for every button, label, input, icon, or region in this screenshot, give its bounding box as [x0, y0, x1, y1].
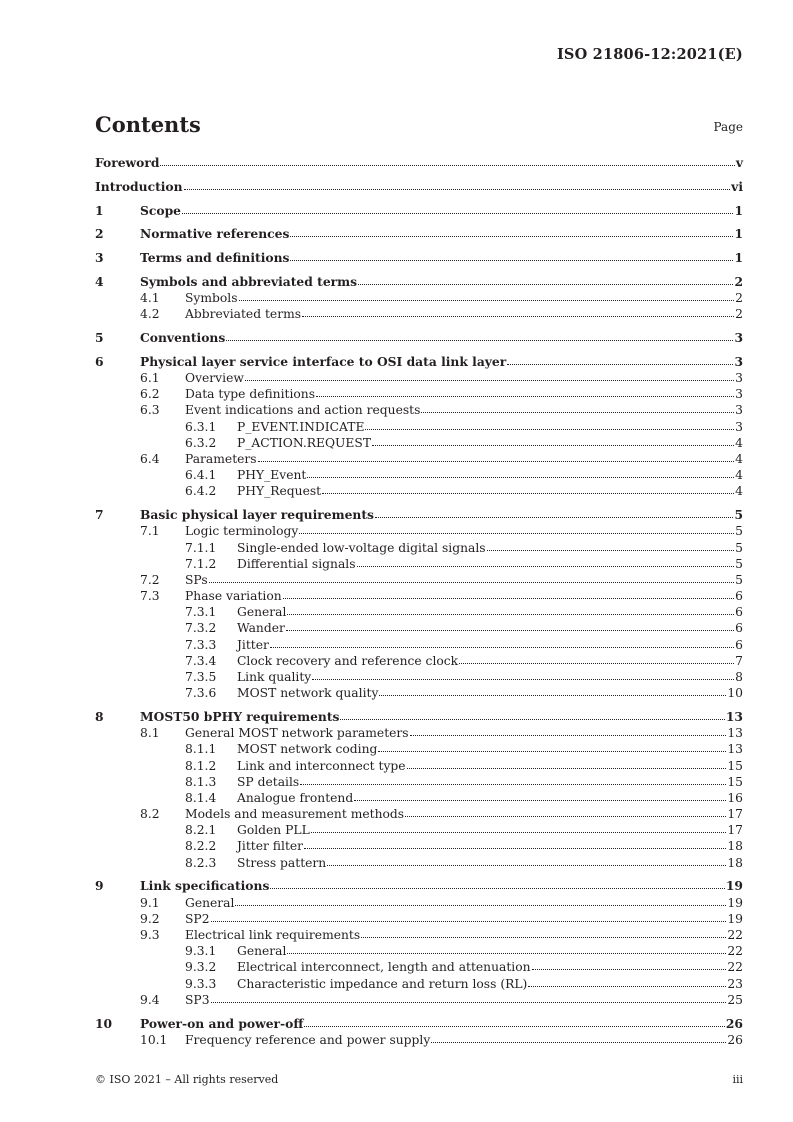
toc-entry-title: Characteristic impedance and return loss (RL) — [237, 976, 528, 991]
toc-entry-number: 7.1.2 — [185, 556, 217, 571]
toc-entry[interactable] — [95, 540, 743, 556]
toc-entry[interactable] — [95, 402, 743, 418]
toc-entry-title: Introduction — [95, 178, 183, 194]
dot-leader — [258, 451, 735, 462]
dot-leader — [299, 523, 734, 534]
dot-leader — [354, 790, 726, 801]
toc-entry-title: Jitter — [237, 637, 269, 652]
toc-entry-title: SP details — [237, 774, 300, 789]
toc-entry-title: Basic physical layer requirements — [140, 507, 374, 523]
dot-leader — [361, 927, 726, 938]
toc-entry-title: General — [237, 605, 287, 620]
toc-entry[interactable] — [95, 290, 743, 306]
toc-entry-title: P_EVENT.INDICATE — [237, 419, 365, 434]
toc-entry[interactable] — [95, 556, 743, 572]
toc-entry-page: 6 — [735, 637, 743, 652]
dot-leader — [160, 155, 734, 166]
dot-leader — [407, 758, 727, 769]
toc-entry[interactable] — [95, 976, 743, 992]
toc-entry-title: P_ACTION.REQUEST — [237, 435, 372, 450]
toc-entry-title: Data type definitions — [185, 387, 316, 402]
toc-entry-title: General — [237, 944, 287, 959]
toc-entry-page: 5 — [735, 556, 743, 571]
toc-entry-page: 19 — [725, 878, 743, 894]
toc-entry-number: 6.3.2 — [185, 435, 217, 450]
toc-entry[interactable] — [95, 604, 743, 620]
toc-entry-title: Event indications and action requests — [185, 403, 421, 418]
toc-entry-page: 3 — [735, 403, 743, 418]
toc-entry[interactable] — [95, 943, 743, 959]
toc-entry-page: 5 — [734, 507, 743, 523]
toc-entry-page: 2 — [734, 273, 743, 289]
dot-leader — [300, 774, 726, 785]
toc-entry-page: 6 — [735, 621, 743, 636]
toc-entry-title: General MOST network parameters — [185, 726, 409, 741]
toc-entry-page: 5 — [735, 540, 743, 555]
toc-entry-title: Foreword — [95, 155, 160, 170]
toc-entry-number: 9.3.1 — [185, 944, 217, 959]
toc-entry-title: Clock recovery and reference clock — [237, 653, 459, 668]
toc-entry-title: Terms and definitions — [140, 250, 290, 266]
toc-entry-title: SP2 — [185, 911, 210, 926]
dot-leader — [375, 507, 733, 518]
toc-entry[interactable] — [95, 758, 743, 774]
toc-entry-title: Jitter filter — [237, 839, 304, 854]
toc-entry-number: 3 — [95, 250, 104, 266]
toc-entry[interactable] — [95, 523, 743, 539]
toc-entry-page: 10 — [727, 686, 743, 701]
toc-entry-title: Electrical interconnect, length and attenuation — [237, 960, 531, 975]
toc-entry-title: PHY_Event — [237, 468, 307, 483]
toc-entry-title: General — [185, 895, 235, 910]
dot-leader — [290, 250, 733, 261]
toc-entry[interactable] — [95, 467, 743, 483]
toc-entry-number: 7.3 — [140, 589, 160, 604]
toc-entry-title: PHY_Request — [237, 484, 322, 499]
toc-entry-page: 1 — [734, 226, 743, 242]
toc-entry-title: Abbreviated terms — [185, 307, 302, 322]
toc-entry-number: 6.4.2 — [185, 484, 217, 499]
toc-entry[interactable] — [95, 386, 743, 402]
dot-leader — [311, 822, 727, 833]
dot-leader — [209, 572, 734, 583]
toc-entry-page: 4 — [735, 451, 743, 466]
toc-entry-number: 9.2 — [140, 911, 160, 926]
toc-entry-number: 8 — [95, 708, 104, 724]
toc-entry-page: v — [735, 155, 743, 170]
toc-entry-title: Link specifications — [140, 878, 270, 894]
toc-entry-title: Scope — [140, 202, 181, 218]
dot-leader — [235, 895, 726, 906]
toc-entry-page: 3 — [735, 371, 743, 386]
toc-entry[interactable] — [95, 637, 743, 653]
toc-entry-title: MOST network coding — [237, 742, 378, 757]
toc-entry-page: 15 — [727, 758, 743, 773]
toc-entry[interactable] — [95, 419, 743, 435]
toc-entry[interactable] — [95, 838, 743, 854]
toc-entry-title: Wander — [237, 621, 285, 636]
dot-leader — [358, 274, 733, 285]
toc-entry-page: 2 — [735, 307, 743, 322]
toc-entry-page: 17 — [727, 807, 743, 822]
toc-entry-page: 22 — [727, 928, 743, 942]
copyright-notice: © ISO 2021 – All rights reserved — [95, 1073, 279, 1086]
toc-entry-title: Single-ended low-voltage digital signals — [237, 540, 486, 555]
toc-entry-title: Analogue frontend — [237, 790, 354, 805]
toc-entry-number: 10.1 — [140, 1032, 168, 1047]
dot-leader — [211, 911, 727, 922]
footer-page-number: iii — [732, 1073, 743, 1086]
toc-entry-number: 2 — [95, 226, 104, 242]
toc-entry[interactable] — [95, 806, 743, 822]
dot-leader — [405, 806, 726, 817]
dot-leader — [270, 878, 724, 889]
toc-entry[interactable] — [95, 855, 743, 871]
toc-entry-number: 4.1 — [140, 291, 160, 306]
dot-leader — [365, 419, 734, 430]
dot-leader — [459, 653, 734, 664]
dot-leader — [410, 725, 727, 736]
toc-entry-number: 7.3.1 — [185, 605, 217, 620]
toc-entry-number: 8.2.3 — [185, 855, 217, 870]
dot-leader — [312, 669, 734, 680]
toc-entry-page: 23 — [727, 976, 743, 991]
toc-entry-title: Link quality — [237, 670, 312, 684]
toc-entry-number: 4.2 — [140, 307, 160, 322]
dot-leader — [304, 1016, 724, 1027]
toc-entry-number: 8.1.2 — [185, 758, 217, 773]
toc-entry-page: 13 — [725, 708, 743, 724]
toc-entry-number: 6.4 — [140, 451, 160, 466]
toc-entry-page: 15 — [727, 774, 743, 789]
toc-entry-title: Symbols — [185, 291, 238, 306]
toc-entry-page: 16 — [727, 790, 743, 805]
toc-entry-page: 26 — [725, 1015, 743, 1031]
toc-entry-number: 6 — [95, 353, 104, 369]
toc-entry[interactable] — [95, 1016, 743, 1032]
toc-entry[interactable] — [95, 685, 743, 701]
toc-entry-title: Symbols and abbreviated terms — [140, 273, 358, 289]
toc-entry-page: 19 — [727, 911, 743, 926]
toc-entry[interactable] — [95, 620, 743, 636]
toc-entry-page: vi — [731, 178, 743, 194]
toc-entry-title: Conventions — [140, 330, 226, 346]
toc-entry[interactable] — [95, 653, 743, 669]
dot-leader — [532, 959, 727, 970]
toc-entry[interactable] — [95, 330, 743, 346]
toc-entry-number: 8.2 — [140, 807, 160, 822]
toc-entry-page: 8 — [735, 670, 743, 684]
toc-entry[interactable] — [95, 370, 743, 386]
toc-entry[interactable] — [95, 774, 743, 790]
dot-leader — [239, 290, 735, 301]
dot-leader — [226, 330, 733, 341]
toc-entry[interactable] — [95, 725, 743, 741]
toc-entry-title: Electrical link requirements — [185, 928, 361, 942]
dot-leader — [316, 386, 734, 397]
dot-leader — [372, 435, 734, 446]
toc-entry-title: Power-on and power-off — [140, 1015, 304, 1031]
dot-leader — [431, 1032, 726, 1043]
toc-entry-page: 3 — [734, 330, 743, 346]
dot-leader — [184, 179, 731, 190]
toc-entry-number: 7.3.3 — [185, 637, 217, 652]
toc-entry-page: 19 — [727, 895, 743, 910]
toc-entry[interactable] — [95, 155, 743, 171]
toc-entry-number: 6.3 — [140, 403, 160, 418]
toc-entry-number: 8.1 — [140, 726, 160, 741]
toc-entry-title: Overview — [185, 371, 244, 386]
toc-entry-title: SP3 — [185, 992, 210, 1007]
toc-entry-number: 6.4.1 — [185, 468, 217, 483]
toc-entry-number: 4 — [95, 273, 104, 289]
toc-entry[interactable] — [95, 588, 743, 604]
toc-entry-number: 6.2 — [140, 387, 160, 402]
toc-entry-page: 3 — [735, 419, 743, 434]
toc-entry-number: 7.2 — [140, 572, 160, 587]
toc-entry[interactable] — [95, 669, 743, 685]
dot-leader — [286, 620, 734, 631]
dot-leader — [290, 226, 733, 237]
toc-entry-page: 6 — [735, 605, 743, 620]
table-of-contents — [95, 155, 743, 1048]
toc-entry[interactable] — [95, 790, 743, 806]
dot-leader — [340, 709, 724, 720]
toc-entry-page: 22 — [727, 944, 743, 959]
dot-leader — [528, 976, 726, 987]
toc-entry-number: 1 — [95, 202, 104, 218]
toc-entry-number: 7 — [95, 507, 104, 523]
dot-leader — [421, 402, 734, 413]
dot-leader — [245, 370, 734, 381]
toc-entry-number: 9.3 — [140, 928, 160, 942]
toc-entry-number: 10 — [95, 1015, 113, 1031]
toc-entry-title: MOST network quality — [237, 686, 379, 701]
toc-entry-number: 7.3.2 — [185, 621, 217, 636]
toc-entry-page: 25 — [727, 992, 743, 1007]
dot-leader — [357, 556, 735, 567]
dot-leader — [287, 943, 726, 954]
toc-entry-page: 17 — [727, 823, 743, 838]
toc-entry-number: 5 — [95, 330, 104, 346]
toc-entry[interactable] — [95, 507, 743, 523]
document-id: ISO 21806-12:2021(E) — [556, 46, 743, 63]
toc-entry-number: 9.3.3 — [185, 976, 217, 991]
toc-entry[interactable] — [95, 274, 743, 290]
toc-entry-page: 1 — [734, 202, 743, 218]
toc-entry-page: 1 — [734, 250, 743, 266]
toc-entry-page: 4 — [735, 468, 743, 483]
page-column-label: Page — [713, 120, 743, 134]
dot-leader — [182, 203, 733, 214]
dot-leader — [379, 685, 726, 696]
toc-entry-title: Phase variation — [185, 589, 282, 604]
toc-entry[interactable] — [95, 992, 743, 1008]
toc-entry-title: SPs — [185, 572, 208, 587]
toc-entry[interactable] — [95, 959, 743, 975]
toc-entry-page: 6 — [735, 589, 743, 604]
toc-entry[interactable] — [95, 822, 743, 838]
toc-entry-number: 7.1.1 — [185, 540, 217, 555]
toc-entry-number: 7.3.4 — [185, 653, 217, 668]
toc-entry-number: 9.3.2 — [185, 960, 217, 975]
toc-entry-number: 7.3.6 — [185, 686, 217, 701]
dot-leader — [307, 467, 734, 478]
dot-leader — [378, 741, 726, 752]
dot-leader — [327, 855, 726, 866]
toc-entry-number: 8.2.2 — [185, 839, 217, 854]
toc-entry-page: 5 — [735, 524, 743, 539]
toc-entry[interactable] — [95, 895, 743, 911]
toc-entry-number: 6.3.1 — [185, 419, 217, 434]
toc-entry-page: 26 — [727, 1032, 743, 1047]
page-title: Contents — [95, 112, 201, 137]
toc-entry-number: 8.1.4 — [185, 790, 217, 805]
toc-entry-page: 4 — [735, 484, 743, 499]
dot-leader — [283, 588, 735, 599]
dot-leader — [507, 354, 733, 365]
dot-leader — [487, 540, 735, 551]
toc-entry-title: Logic terminology — [185, 524, 299, 539]
toc-entry-page: 7 — [735, 653, 743, 668]
toc-entry-title: Frequency reference and power supply — [185, 1032, 431, 1047]
toc-entry-page: 18 — [727, 855, 743, 870]
toc-entry-title: MOST50 bPHY requirements — [140, 708, 340, 724]
toc-entry-title: Stress pattern — [237, 855, 327, 870]
toc-entry[interactable] — [95, 435, 743, 451]
toc-entry-number: 7.3.5 — [185, 670, 217, 684]
toc-entry[interactable] — [95, 250, 743, 266]
toc-entry-number: 7.1 — [140, 524, 160, 539]
toc-entry-page: 3 — [735, 387, 743, 402]
toc-entry-number: 8.1.1 — [185, 742, 217, 757]
dot-leader — [322, 483, 734, 494]
toc-entry[interactable] — [95, 927, 743, 943]
dot-leader — [287, 604, 734, 615]
toc-entry[interactable] — [95, 179, 743, 195]
toc-entry[interactable] — [95, 1032, 743, 1048]
toc-entry-title: Differential signals — [237, 556, 356, 571]
toc-entry-number: 8.1.3 — [185, 774, 217, 789]
toc-entry-title: Normative references — [140, 226, 290, 242]
toc-entry[interactable] — [95, 572, 743, 588]
toc-entry[interactable] — [95, 354, 743, 370]
toc-entry-page: 13 — [727, 742, 743, 757]
toc-entry[interactable] — [95, 203, 743, 219]
toc-entry-title: Link and interconnect type — [237, 758, 406, 773]
dot-leader — [302, 306, 734, 317]
toc-entry-page: 4 — [735, 435, 743, 450]
toc-entry[interactable] — [95, 226, 743, 242]
toc-entry-title: Parameters — [185, 451, 257, 466]
toc-entry[interactable] — [95, 911, 743, 927]
toc-entry-page: 13 — [727, 726, 743, 741]
toc-entry[interactable] — [95, 741, 743, 757]
toc-entry[interactable] — [95, 878, 743, 894]
toc-entry-page: 22 — [727, 960, 743, 975]
toc-entry[interactable] — [95, 483, 743, 499]
toc-entry-page: 3 — [734, 353, 743, 369]
toc-entry[interactable] — [95, 306, 743, 322]
toc-entry-title: Golden PLL — [237, 823, 310, 838]
toc-entry-number: 9 — [95, 878, 104, 894]
toc-entry-number: 6.1 — [140, 371, 160, 386]
toc-entry[interactable] — [95, 451, 743, 467]
toc-entry-page: 2 — [735, 291, 743, 306]
dot-leader — [270, 637, 734, 648]
toc-entry-title: Physical layer service interface to OSI data link layer — [140, 353, 507, 369]
toc-entry[interactable] — [95, 709, 743, 725]
toc-entry-number: 9.4 — [140, 992, 160, 1007]
toc-entry-number: 9.1 — [140, 895, 160, 910]
toc-entry-title: Models and measurement methods — [185, 807, 405, 822]
dot-leader — [211, 992, 727, 1003]
toc-entry-number: 8.2.1 — [185, 823, 217, 838]
toc-entry-page: 18 — [727, 839, 743, 854]
dot-leader — [304, 838, 726, 849]
toc-entry-page: 5 — [735, 572, 743, 587]
